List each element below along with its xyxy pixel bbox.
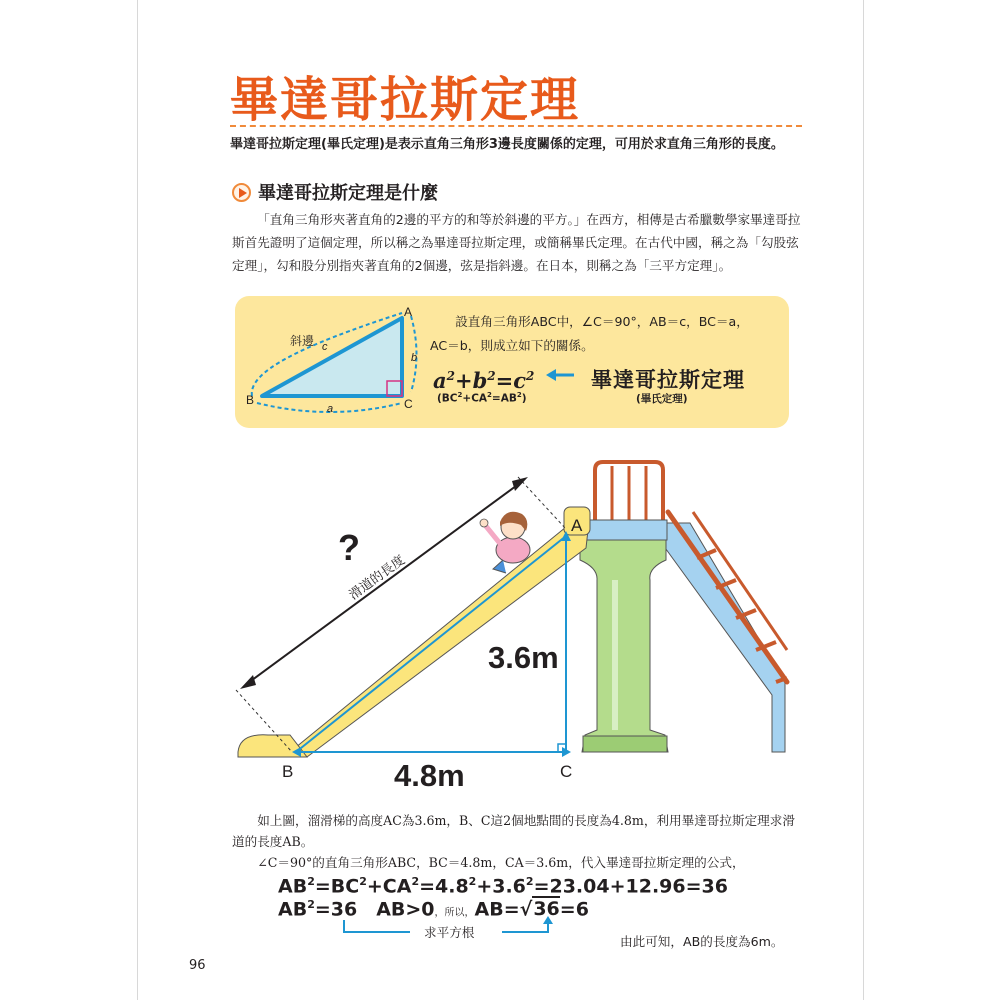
page-number: 96: [189, 958, 206, 973]
eq-term: =6: [559, 898, 589, 921]
right-triangle: [262, 318, 402, 396]
theorem-alias: (畢氏定理): [636, 393, 688, 405]
height-value: 3.6m: [488, 640, 559, 675]
slide-length-label: 滑道的長度: [345, 552, 408, 603]
formula-plus: +: [454, 368, 473, 393]
formula-exp: 2: [487, 369, 496, 383]
eq-term: AB: [278, 875, 308, 898]
sqrt-icon: √: [519, 898, 533, 921]
formula-sub-exp: 2: [516, 391, 522, 399]
formula-sub-ca: +CA: [462, 392, 488, 405]
point-c-label: C: [560, 762, 573, 781]
root-note: 求平方根: [424, 925, 475, 940]
eq-term: =36 AB>0: [314, 898, 435, 921]
side-c-label: c: [322, 341, 328, 353]
intro-text: 畢達哥拉斯定理(畢氏定理)是表示直角三角形3邊長度關係的定理，可用於求直角三角形的長度。: [230, 137, 784, 152]
formula-a: a: [433, 368, 447, 393]
formula-exp: 2: [526, 369, 535, 383]
ladder: [663, 512, 787, 752]
eq-term: =23.04+12.96=36: [533, 875, 728, 898]
formula-sub-exp: 2: [487, 391, 492, 399]
formula-sub-close: ): [521, 392, 527, 405]
base-value: 4.8m: [394, 758, 465, 793]
question-mark: ?: [338, 527, 360, 568]
vertex-b-label: B: [246, 393, 255, 407]
point-b-label: B: [282, 762, 294, 781]
eq-exp: 2: [307, 898, 315, 911]
formula-exp: 2: [446, 369, 455, 383]
eq-exp: 2: [411, 875, 420, 888]
explanation-line1: 如上圖，溜滑梯的高度AC為3.6m，B、C這2個地點間的長度為4.8m，利用畢達哥拉斯定理求滑道的長度AB。: [232, 813, 795, 849]
top-railing: [595, 462, 663, 523]
formula-sub-bc: (BC: [437, 392, 458, 405]
hyp-label: 斜邊: [290, 334, 315, 348]
vertex-c-label: C: [404, 397, 413, 411]
slide-illustration: [236, 462, 787, 793]
page-title: 畢達哥拉斯定理: [230, 72, 581, 128]
eq-exp: 2: [525, 875, 534, 888]
explanation-line2: ∠C＝90°的直角三角形ABC，BC＝4.8m，CA＝3.6m，代入畢達哥拉斯定理的公式，: [257, 855, 745, 870]
eq-exp: 2: [468, 875, 477, 888]
formula-sub-exp: 2: [457, 391, 463, 399]
eq-radicand: 36: [533, 898, 560, 921]
eq-exp: 2: [359, 875, 367, 888]
eq-term: AB=: [474, 898, 520, 921]
side-b-label: b: [411, 352, 418, 364]
vertex-a-label: A: [404, 305, 413, 319]
eq-term: +3.6: [476, 875, 526, 898]
pillar: [580, 540, 668, 752]
eq-connector: ，所以，: [434, 907, 475, 919]
left-arrow-icon: [546, 369, 574, 381]
eq-term: +CA: [366, 875, 412, 898]
explanation: [232, 810, 804, 873]
slide-length-arrow: [240, 477, 528, 689]
conclusion: 由此可知，AB的長度為6m。: [620, 934, 784, 949]
section-text: 「直角三角形夾著直角的2邊的平方的和等於斜邊的平方。」在西方，相傳是古希臘數學家畢達哥拉斯首先證明了這個定理，所以稱之為畢達哥拉斯定理，或簡稱畢氏定理。在古代中國，稱之為「勾股弦定理」，勾和股分別指夾著直角的2個邊，弦是指斜邊。在日本，則稱之為「三平方定理」。: [232, 212, 801, 273]
formula-equals: =: [495, 368, 514, 393]
eq-term: AB: [278, 898, 308, 921]
theorem-desc-line1: 設直角三角形ABC中，∠C＝90°，AB＝c，BC＝a，: [455, 314, 749, 329]
theorem-name: 畢達哥拉斯定理: [591, 368, 745, 392]
eq-exp: 2: [307, 875, 315, 888]
platform: [585, 520, 667, 540]
theorem-desc-line2: AC＝b，則成立如下的關係。: [430, 338, 594, 353]
section-title: 畢達哥拉斯定理是什麼: [258, 183, 438, 204]
eq-term: =4.8: [419, 875, 469, 898]
formula-sub-ab: =AB: [491, 392, 517, 405]
triangle-diagram: [246, 305, 417, 415]
side-a-label: a: [327, 403, 334, 415]
point-a-label: A: [571, 516, 583, 535]
formula-b: b: [472, 368, 488, 393]
equation-line2: [278, 893, 589, 925]
eq-term: =BC: [314, 875, 360, 898]
formula-c: c: [513, 368, 527, 393]
